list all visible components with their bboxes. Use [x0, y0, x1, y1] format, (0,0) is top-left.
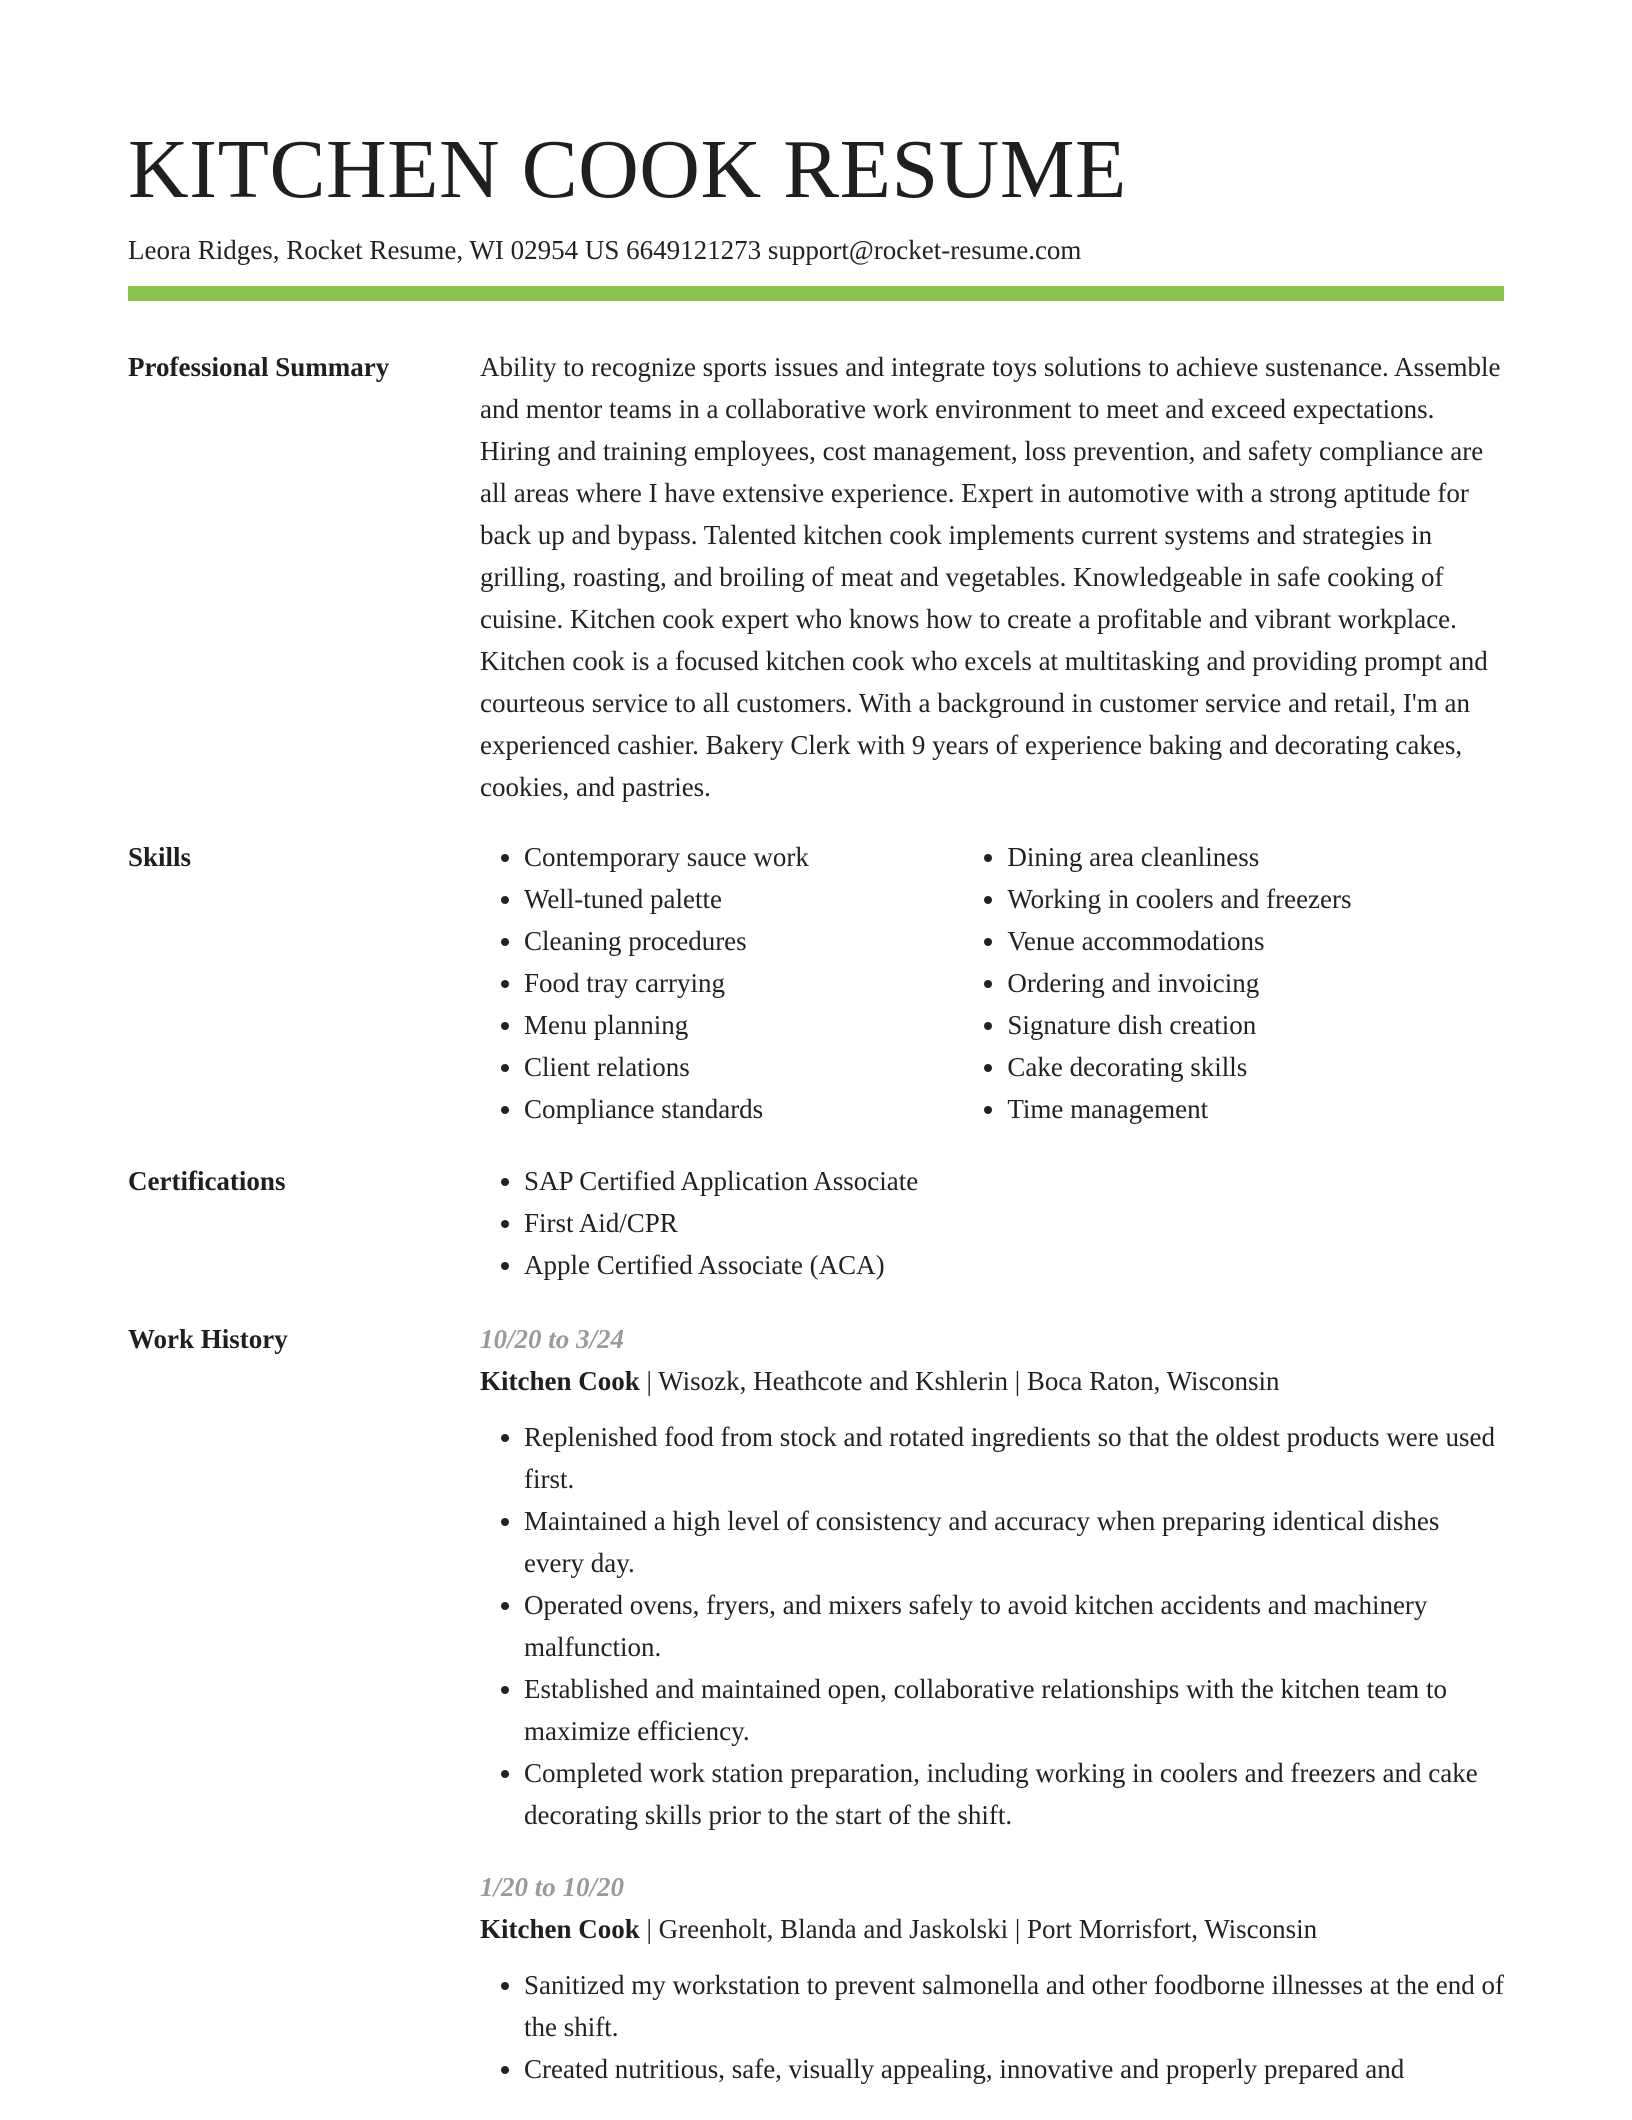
summary-label: Professional Summary: [128, 352, 390, 382]
skills-label: Skills: [128, 842, 192, 872]
certification-item: • First Aid/CPR: [524, 1202, 1504, 1244]
skill-item: • Working in coolers and freezers: [1007, 878, 1504, 920]
resume-title: KITCHEN COOK RESUME: [128, 123, 1127, 216]
skill-item: • Contemporary sauce work: [524, 836, 963, 878]
job-bullet: • Replenished food from stock and rotated ingredients so that the oldest products were used first.: [524, 1416, 1504, 1500]
skill-item: • Signature dish creation: [1007, 1004, 1504, 1046]
skills-list-left: [480, 836, 963, 1130]
job-bullet: • Created nutritious, safe, visually appealing, innovative and properly prepared and: [524, 2048, 1504, 2090]
job-bullets: [480, 1964, 1504, 2090]
skills-columns: [480, 836, 1504, 1130]
job-details: | Greenholt, Blanda and Jaskolski | Port Morrisfort, Wisconsin: [639, 1914, 1318, 1944]
job-bullets: [480, 1416, 1504, 1836]
job-header: [480, 1908, 1504, 1950]
certifications-list: [480, 1160, 1504, 1286]
skill-item: • Client relations: [524, 1046, 963, 1088]
skill-item: • Venue accommodations: [1007, 920, 1504, 962]
job-entry: [480, 1866, 1504, 2090]
certification-item: • Apple Certified Associate (ACA): [524, 1244, 1504, 1286]
certification-item: • SAP Certified Application Associate: [524, 1160, 1504, 1202]
skill-item: • Food tray carrying: [524, 962, 963, 1004]
job-bullet: • Completed work station preparation, including working in coolers and freezers and cake decorating skills prior to the start of the shift.: [524, 1752, 1504, 1836]
skills-list-right: [963, 836, 1504, 1130]
skill-item: • Ordering and invoicing: [1007, 962, 1504, 1004]
skill-item: • Menu planning: [524, 1004, 963, 1046]
skills-body: [480, 836, 1504, 1130]
job-header: [480, 1360, 1504, 1402]
skill-item: • Dining area cleanliness: [1007, 836, 1504, 878]
job-title: Kitchen Cook: [480, 1914, 640, 1944]
job-bullet: • Operated ovens, fryers, and mixers safely to avoid kitchen accidents and machinery malfunction.: [524, 1584, 1504, 1668]
accent-divider: [128, 286, 1504, 301]
job-entry: [480, 1318, 1504, 1836]
summary-body: [480, 346, 1504, 808]
skill-item: • Cake decorating skills: [1007, 1046, 1504, 1088]
job-dates: 1/20 to 10/20: [480, 1872, 625, 1902]
job-bullet: • Established and maintained open, collaborative relationships with the kitchen team to maximize efficiency.: [524, 1668, 1504, 1752]
skill-item: • Compliance standards: [524, 1088, 963, 1130]
work-history-body: [480, 1318, 1504, 2120]
skill-item: • Time management: [1007, 1088, 1504, 1130]
job-title: Kitchen Cook: [480, 1366, 640, 1396]
job-dates: 10/20 to 3/24: [480, 1324, 625, 1354]
job-details: | Wisozk, Heathcote and Kshlerin | Boca Raton, Wisconsin: [639, 1366, 1280, 1396]
summary-text: Ability to recognize sports issues and integrate toys solutions to achieve sustenance. Assemble and mentor teams in a collaborative work environment to meet and exceed expectations. Hiring and training employees, cost management, loss prevention, and safety compliance are all areas where I have extensive experience. Expert in automotive with a strong aptitude for back up and bypass. Talented kitchen cook implements current systems and strategies in grilling, roasting, and broiling of meat and vegetables. Knowledgeable in safe cooking of cuisine. Kitchen cook expert who knows how to create a profitable and vibrant workplace. Kitchen cook is a focused kitchen cook who excels at multitasking and providing prompt and courteous service to all customers. With a background in customer service and retail, I'm an experienced cashier. Bakery Clerk with 9 years of experience baking and decorating cakes, cookies, and pastries.: [480, 352, 1501, 802]
contact-line: Leora Ridges, Rocket Resume, WI 02954 US 6649121273 support@rocket-resume.com: [128, 235, 1082, 265]
certifications-body: [480, 1160, 1504, 1286]
skill-item: • Well-tuned palette: [524, 878, 963, 920]
skill-item: • Cleaning procedures: [524, 920, 963, 962]
job-bullet: • Sanitized my workstation to prevent salmonella and other foodborne illnesses at the end of the shift.: [524, 1964, 1504, 2048]
job-bullet: • Maintained a high level of consistency and accuracy when preparing identical dishes every day.: [524, 1500, 1504, 1584]
work-history-label: Work History: [128, 1324, 288, 1354]
certifications-label: Certifications: [128, 1166, 286, 1196]
